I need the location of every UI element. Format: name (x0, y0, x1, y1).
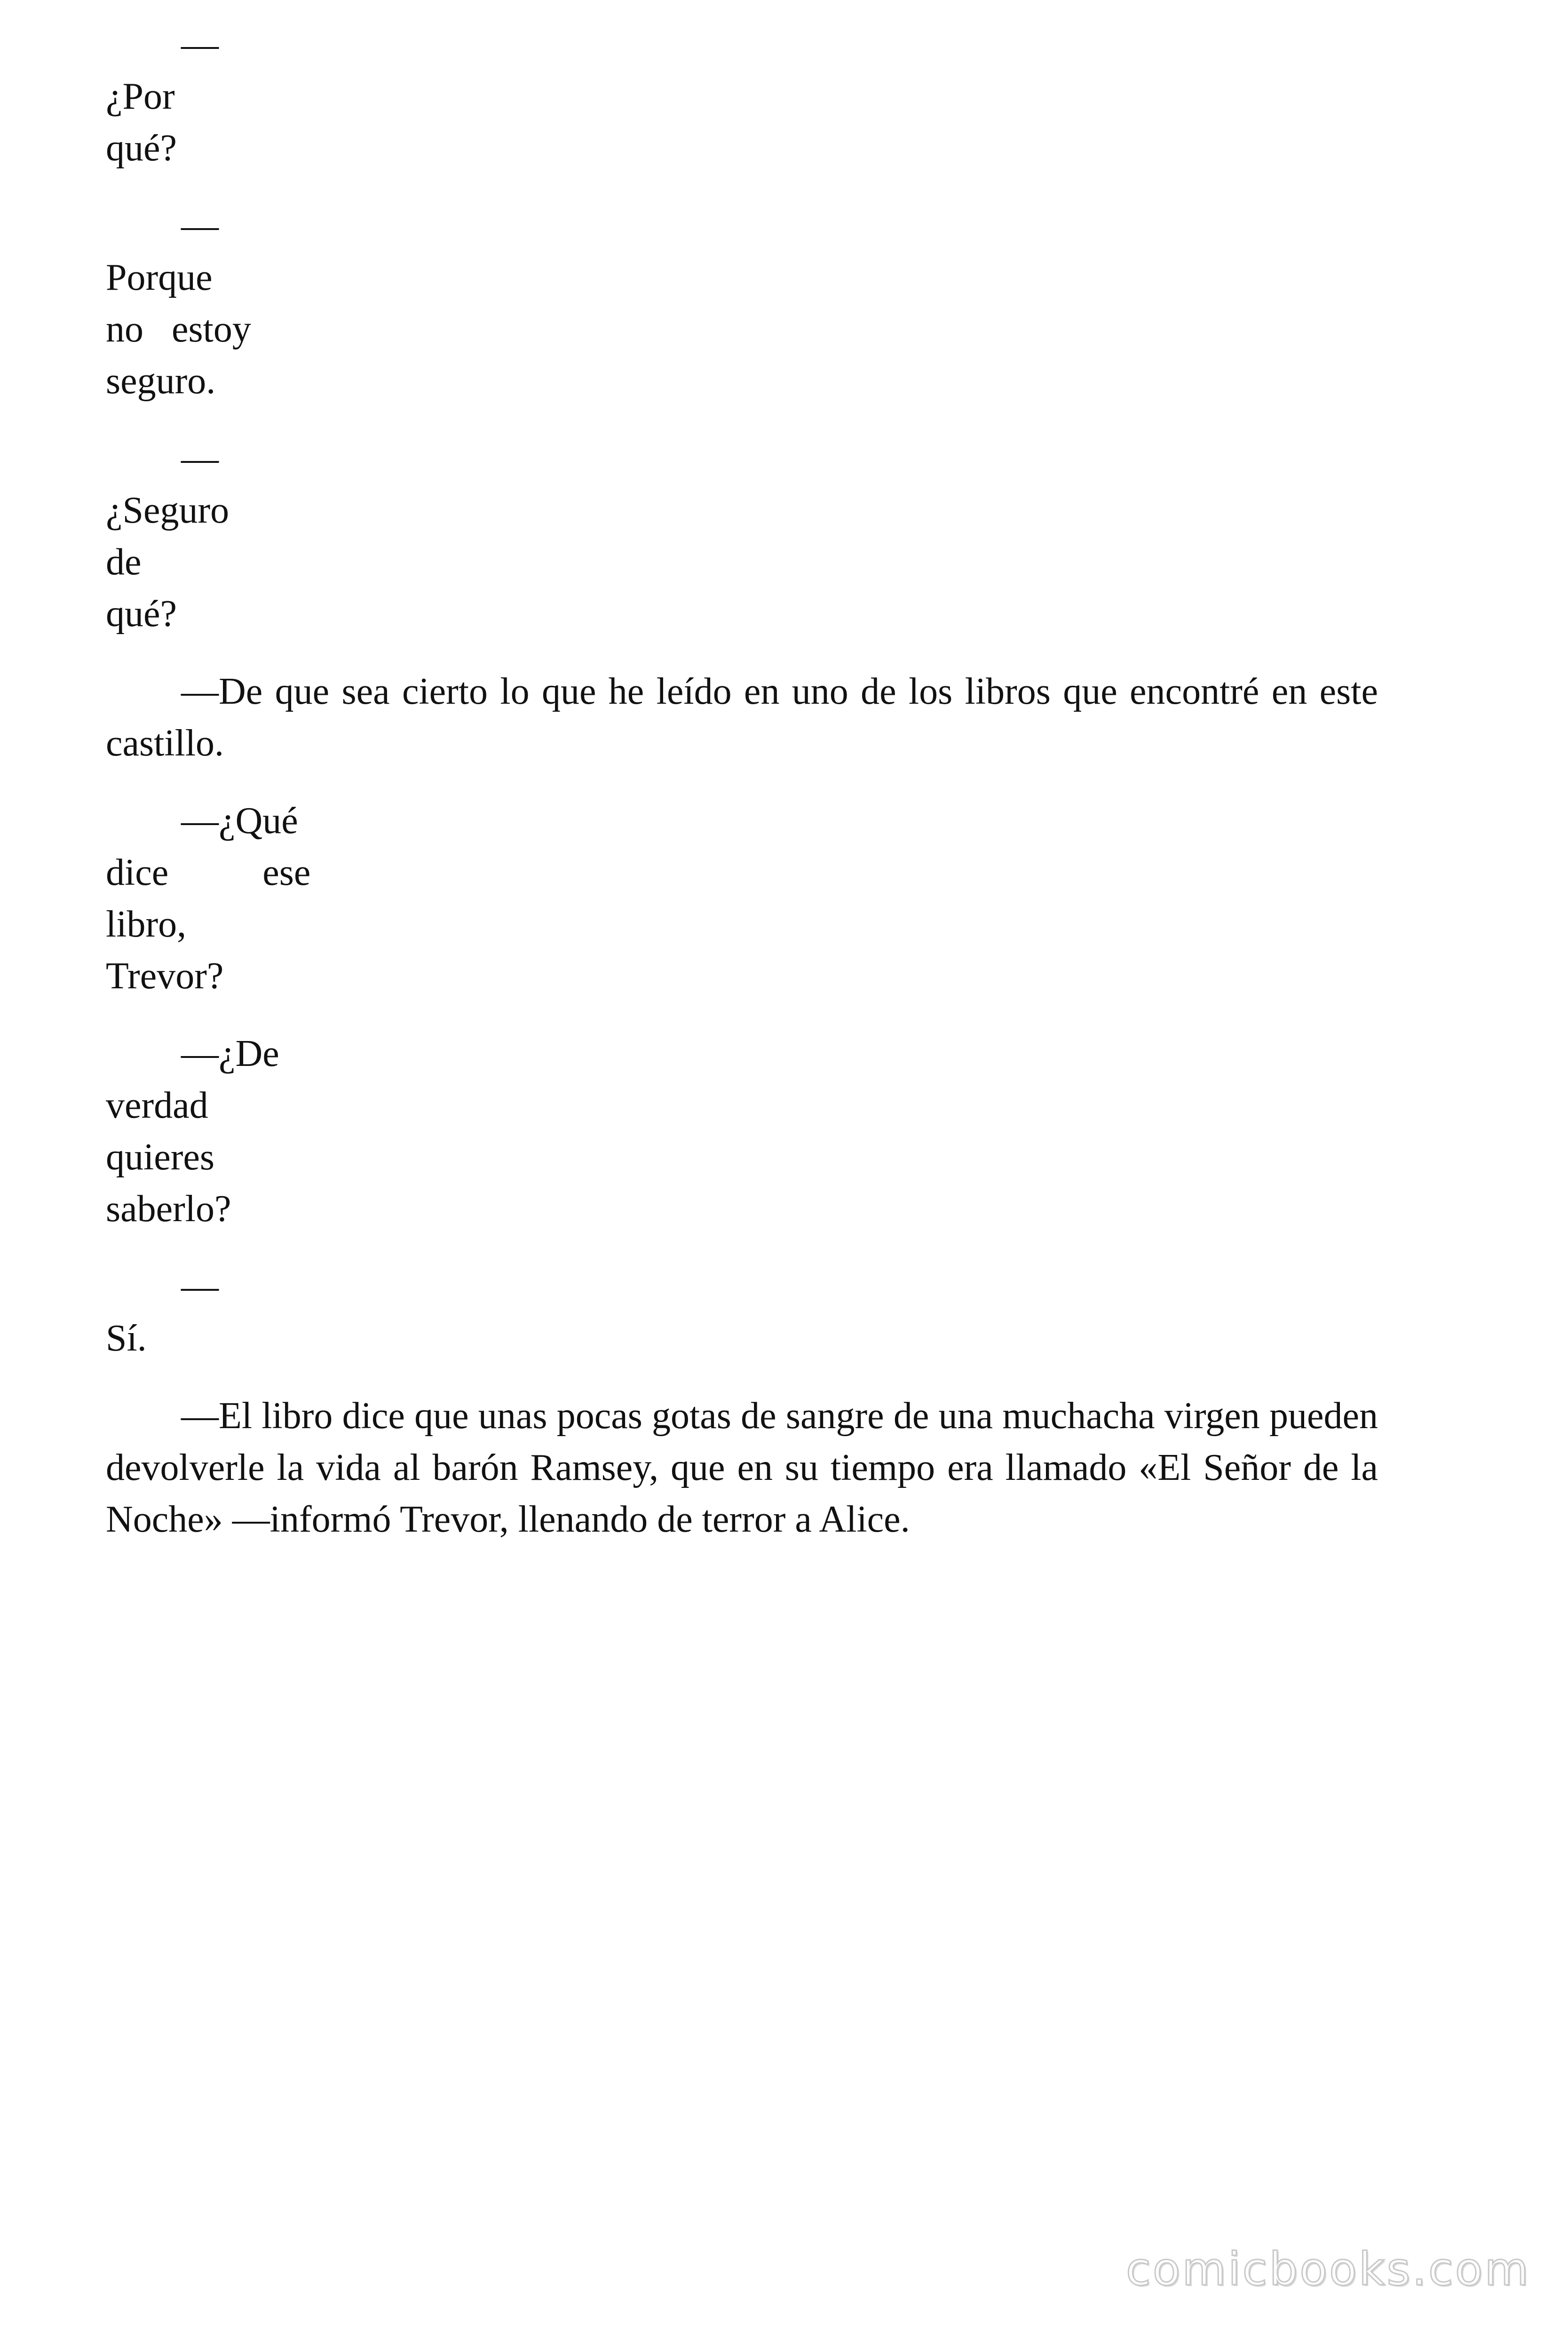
page-text-column (106, 19, 1378, 1571)
dialogue-line: dice ese (106, 852, 311, 893)
dialogue-line: verdad (106, 1085, 208, 1126)
dialogue-dash: — (181, 438, 219, 479)
dialogue-first-line: —¿Qué (181, 800, 298, 842)
dialogue-paragraph-7 (106, 1261, 1378, 1364)
dialogue-line: Sí. (106, 1318, 147, 1359)
dialogue-paragraph-4: —De que sea cierto lo que he leído en uno de los libros que encontré en este castillo. (106, 671, 1378, 764)
dialogue-paragraph-3 (106, 433, 1378, 640)
site-watermark: comicbooks.com (1125, 2243, 1530, 2296)
dialogue-line: libro, (106, 904, 187, 945)
dialogue-dash: — (181, 24, 219, 65)
dialogue-line: Porque (106, 257, 213, 298)
dialogue-line: ¿Por (106, 76, 175, 117)
dialogue-line: no estoy (106, 309, 251, 350)
dialogue-paragraph-2 (106, 200, 1378, 407)
dialogue-paragraph-1 (106, 19, 1378, 174)
dialogue-dash: — (181, 205, 219, 246)
dialogue-dash: — (181, 1266, 219, 1307)
dialogue-paragraph-6 (106, 1028, 1378, 1235)
dialogue-line: seguro. (106, 360, 216, 402)
dialogue-line: qué? (106, 127, 177, 169)
dialogue-line: Trevor? (106, 955, 224, 997)
dialogue-line: ¿Seguro (106, 490, 230, 531)
dialogue-line: qué? (106, 593, 177, 635)
dialogue-paragraph-8: —El libro dice que unas pocas gotas de sangre de una muchacha virgen pueden devolverle la vida al barón Ramsey, que en su tiempo era llamado «El Señor de la Noche» —informó Trevor, llenando de terror a Alice. (106, 1395, 1378, 1540)
dialogue-line: de (106, 541, 142, 583)
dialogue-line: quieres (106, 1136, 215, 1178)
dialogue-first-line: —¿De (181, 1033, 279, 1074)
dialogue-line: saberlo? (106, 1188, 231, 1230)
dialogue-paragraph-5 (106, 795, 1378, 1002)
